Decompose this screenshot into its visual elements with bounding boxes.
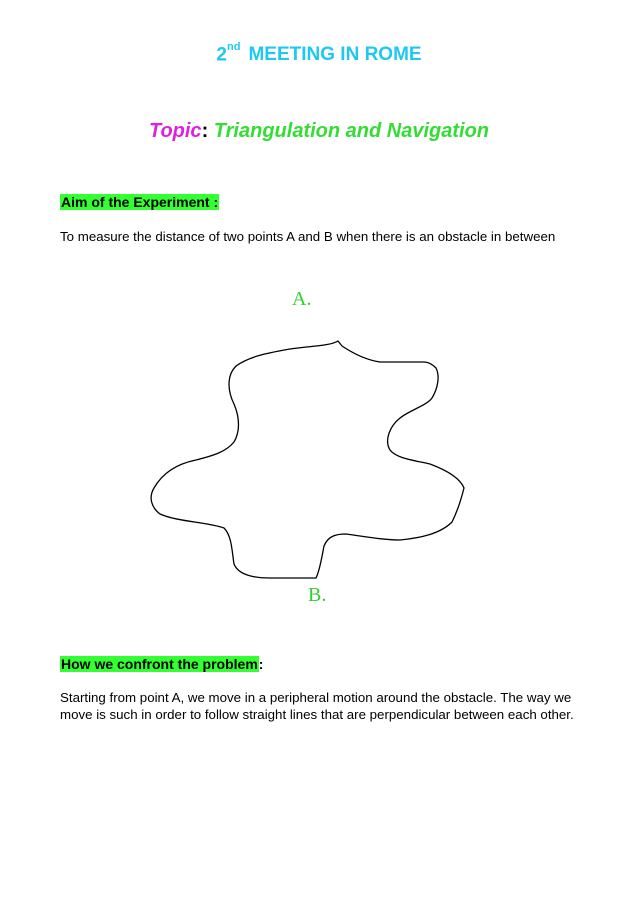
title-ordinal-suffix: nd <box>227 41 241 53</box>
topic-label: Topic <box>148 120 202 142</box>
point-a-label: A. <box>292 288 312 310</box>
obstacle-outline <box>151 341 464 578</box>
title-ordinal: 2 <box>216 44 227 66</box>
problem-heading <box>60 656 263 672</box>
problem-heading-text: How we confront the problem <box>61 656 258 672</box>
topic-colon: : <box>201 120 209 142</box>
problem-paragraph: Starting from point A, we move in a peripheral motion around the obstacle. The way we move is such in order to follow straight lines that are perpendicular between each other. <box>60 690 574 722</box>
point-b-label: B. <box>308 584 327 606</box>
topic-value: Triangulation and Navigation <box>213 120 490 142</box>
title-text: MEETING IN ROME <box>248 44 422 66</box>
aim-heading-text: Aim of the Experiment : <box>61 194 219 210</box>
problem-heading-colon: : <box>258 656 264 672</box>
aim-paragraph: To measure the distance of two points A and B when there is an obstacle in between <box>60 229 556 244</box>
